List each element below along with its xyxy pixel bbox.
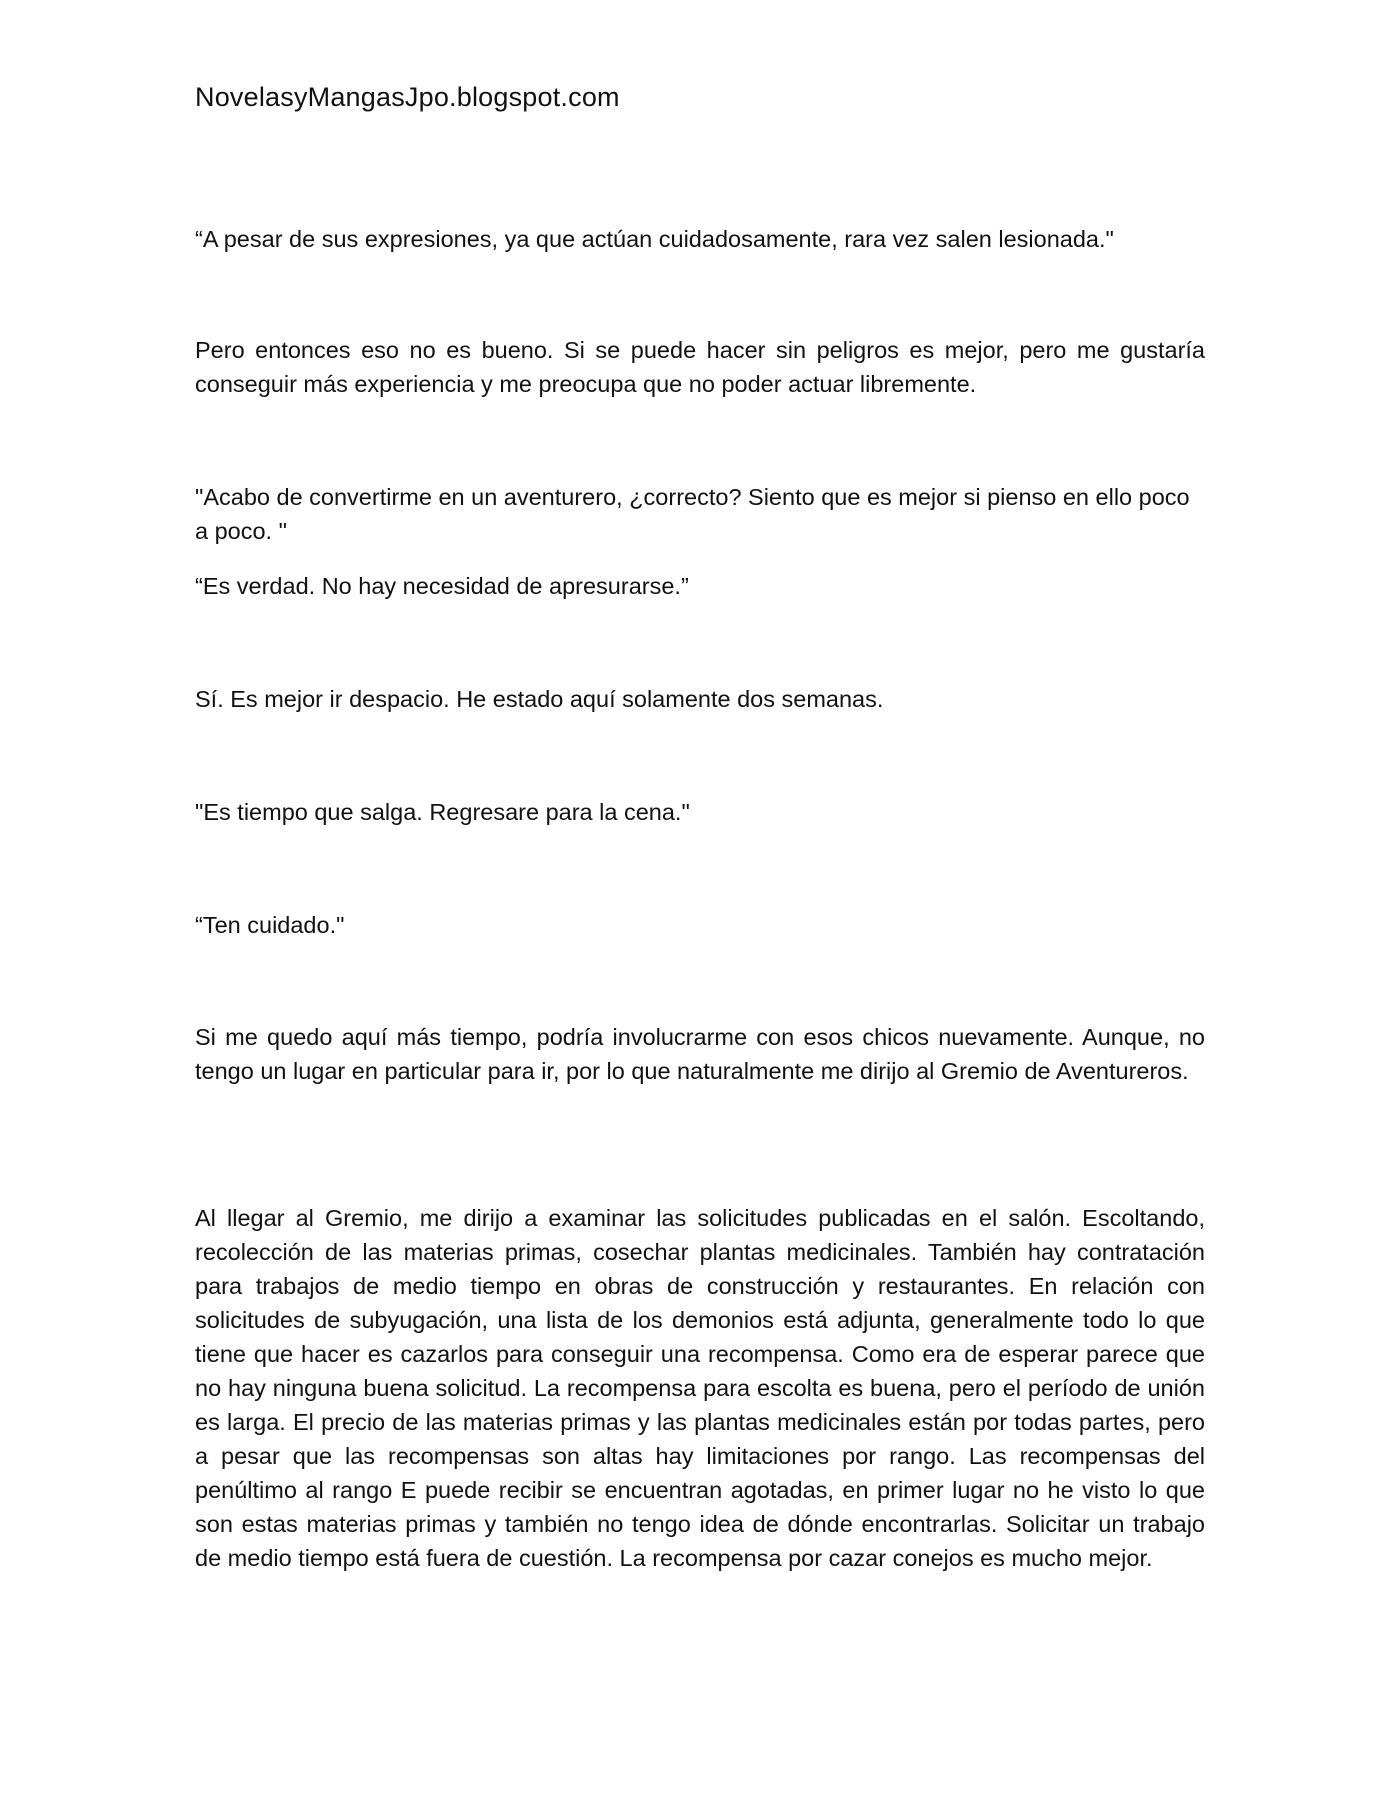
paragraph-9: Al llegar al Gremio, me dirijo a examinar las solicitudes publicadas en el salón. Escoltando, recolección de las materias primas, cosechar plantas medicinales. También hay contratación para trabajos de medio tiempo en obras de construcción y restaurantes. En relación con solicitudes de subyugación, una lista de los demonios está adjunta, generalmente todo lo que tiene que hacer es cazarlos para conseguir una recompensa. Como era de esperar parece que no hay ninguna buena solicitud. La recompensa para escolta es buena, pero el período de unión es larga. El precio de las materias primas y las plantas medicinales están por todas partes, pero a pesar que las recompensas son altas hay limitaciones por rango. Las recompensas del penúltimo al rango E puede recibir se encuentran agotadas, en primer lugar no he visto lo que son estas materias primas y también no tengo idea de dónde encontrarlas. Solicitar un trabajo de medio tiempo está fuera de cuestión. La recompensa por cazar conejos es mucho mejor.	[195, 1205, 1205, 1571]
paragraph-1: “A pesar de sus expresiones, ya que actúan cuidadosamente, rara vez salen lesionada."	[195, 226, 1114, 252]
site-header: NovelasyMangasJpo.blogspot.com	[195, 82, 620, 112]
paragraph-6: "Es tiempo que salga. Regresare para la cena."	[195, 799, 690, 825]
paragraph-4: “Es verdad. No hay necesidad de apresurarse.”	[195, 573, 689, 599]
paragraph-8: Si me quedo aquí más tiempo, podría involucrarme con esos chicos nuevamente. Aunque, no tengo un lugar en particular para ir, por lo que naturalmente me dirijo al Gremio de Aventureros.	[195, 1024, 1205, 1084]
paragraph-7: “Ten cuidado."	[195, 912, 345, 938]
paragraph-2: Pero entonces eso no es bueno. Si se puede hacer sin peligros es mejor, pero me gustaría conseguir más experiencia y me preocupa que no poder actuar libremente.	[195, 337, 1205, 397]
paragraph-3: "Acabo de convertirme en un aventurero, ¿correcto? Siento que es mejor si pienso en ello poco a poco. "	[195, 484, 1190, 544]
paragraph-5: Sí. Es mejor ir despacio. He estado aquí solamente dos semanas.	[195, 686, 884, 712]
